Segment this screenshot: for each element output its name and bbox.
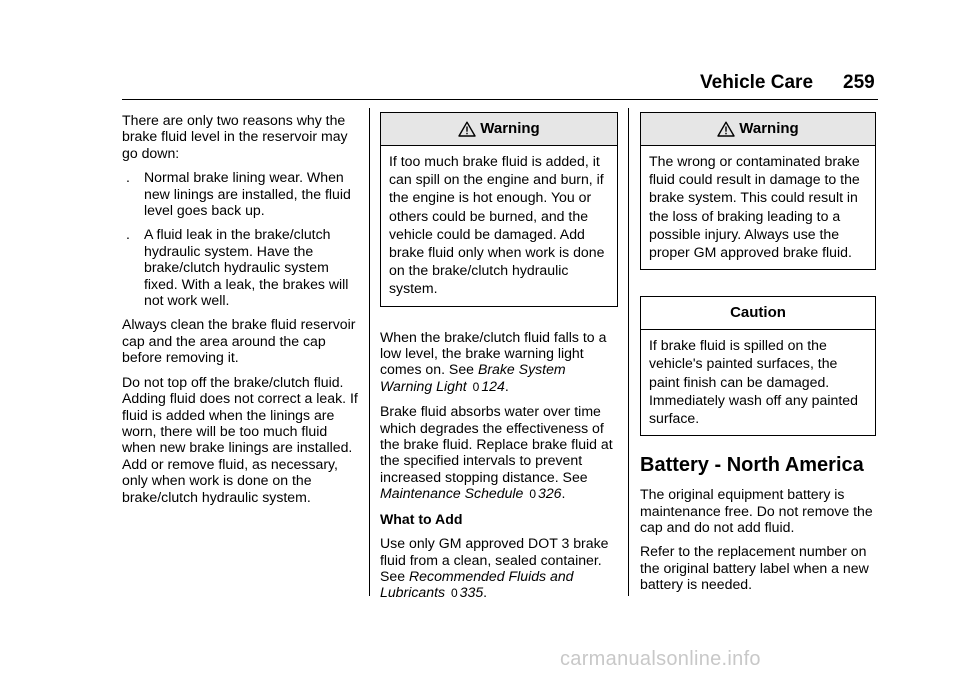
bullet-text: A fluid leak in the brake/clutch hydraulic system. Have the brake/clutch hydraulic system fixed. With a leak, the brakes will not work well.	[144, 226, 349, 309]
reference-page: 326	[538, 485, 562, 502]
bullet-item	[122, 226, 358, 308]
low-level-paragraph: When the brake/clutch fluid falls to a low level, the brake warning light comes on. See Brake System Warning Light 0 124.	[380, 328, 607, 394]
column-divider-2	[628, 108, 629, 596]
bullet-text: Normal brake lining wear. When new linings are installed, the fluid level goes back up.	[144, 169, 351, 219]
bullet-item	[122, 169, 358, 218]
warning-triangle-icon	[717, 121, 735, 137]
warning-box	[640, 112, 876, 270]
absorbs-water-paragraph: Brake fluid absorbs water over time which degrades the effectiveness of the brake fluid. Replace brake fluid at the specified intervals to prevent increased stopping distance. See Maintenance Schedule 0 326.	[380, 403, 613, 502]
column-1	[122, 112, 358, 513]
intro-paragraph: There are only two reasons why the brake fluid level in the reservoir may go down:	[122, 112, 348, 161]
column-3	[640, 112, 876, 601]
what-to-add-heading: What to Add	[380, 510, 463, 527]
replacement-paragraph: Refer to the replacement number on the original battery label when a new battery is needed.	[640, 543, 869, 593]
page-reference-arrow-icon: 0	[529, 487, 536, 502]
battery-paragraph: The original equipment battery is maintenance free. Do not remove the cap and do not add fluid.	[640, 486, 873, 536]
caution-box	[640, 296, 876, 436]
cross-reference-link[interactable]: Recommended Fluids and Lubricants	[380, 567, 574, 601]
page-reference-arrow-icon: 0	[472, 379, 480, 394]
reference-page: 335	[459, 584, 484, 601]
caution-title: Caution	[730, 304, 786, 322]
clean-cap-paragraph: Always clean the brake fluid reservoir cap and the area around the cap before removing it.	[122, 316, 356, 366]
bullet-marker: .	[126, 169, 130, 186]
column-divider-1	[369, 108, 370, 596]
warning-header	[381, 113, 617, 146]
header-rule	[122, 99, 878, 100]
caution-text: If brake fluid is spilled on the vehicle's painted surfaces, the paint finish can be damaged. Immediately wash off any painted surface.	[649, 337, 858, 427]
warning-text: If too much brake fluid is added, it can spill on the engine and burn, if the engine is hot enough. You or others could be burned, and the vehicle could be damaged. Add brake fluid only when work is done on the brake/clutch hydraulic system.	[389, 153, 605, 297]
caution-header	[641, 297, 875, 330]
bullet-marker: .	[126, 226, 130, 243]
top-off-paragraph: Do not top off the brake/clutch fluid. Adding fluid does not correct a leak. If fluid is added when the linings are worn, there will be too much fluid when new brake linings are installed. Add or remove fluid, as necessary, only when work is done on the brake/clutch hydraulic system.	[122, 373, 358, 505]
warning-box	[380, 112, 618, 307]
page-reference-arrow-icon: 0	[450, 586, 458, 601]
warning-title: Warning	[480, 119, 540, 137]
warning-header	[641, 113, 875, 146]
warning-title: Warning	[739, 119, 799, 137]
use-only-paragraph: Use only GM approved DOT 3 brake fluid from a clean, sealed container. See Recommended Fluids and Lubricants 0 335.	[380, 535, 609, 601]
section-title: Battery - North America	[640, 454, 864, 477]
cross-reference-link[interactable]: Maintenance Schedule	[380, 485, 524, 502]
reference-page: 124	[481, 377, 505, 394]
column-2	[380, 112, 618, 610]
page-number: 259	[843, 72, 875, 93]
cross-reference-link[interactable]: Brake System Warning Light	[380, 361, 566, 394]
watermark: carmanualsonline.info	[560, 648, 761, 670]
page-header-title: Vehicle Care	[700, 72, 814, 93]
warning-triangle-icon	[458, 121, 476, 137]
warning-text: The wrong or contaminated brake fluid could result in damage to the brake system. This could result in the loss of braking leading to a possible injury. Always use the proper GM approved brake fluid.	[649, 153, 860, 261]
